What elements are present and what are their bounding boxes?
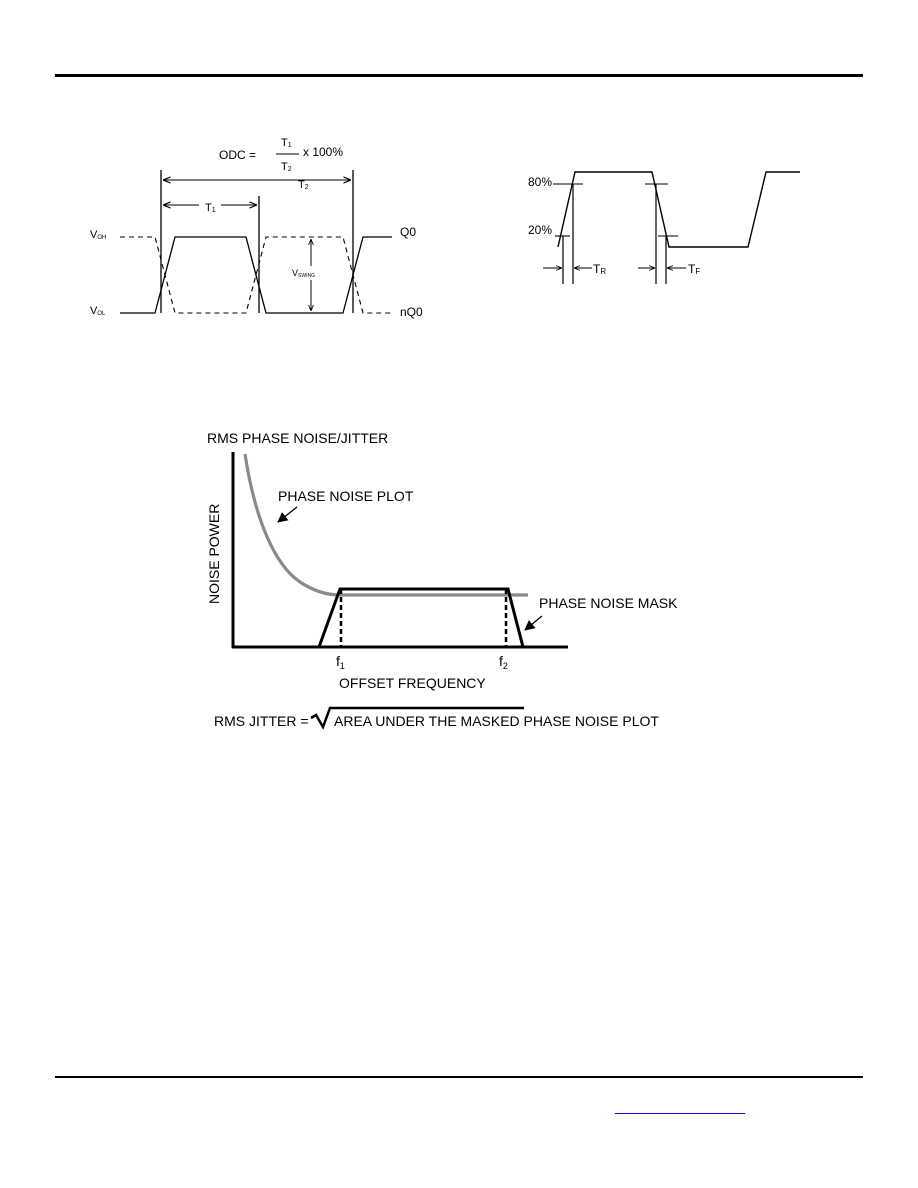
x-axis-label: OFFSET FREQUENCY (339, 675, 486, 691)
phase-noise-mask (319, 589, 523, 647)
t1-label: T1 (205, 202, 216, 214)
tr-label: TR (593, 262, 607, 276)
phase-noise-plot-pointer (278, 507, 297, 522)
pct20-label: 20% (528, 223, 553, 237)
rms-jitter-equation-radicand: AREA UNDER THE MASKED PHASE NOISE PLOT (334, 713, 659, 729)
phase-noise-plot-label: PHASE NOISE PLOT (278, 488, 414, 504)
q0-label: Q0 (400, 225, 417, 239)
nq0-label: nQ0 (400, 305, 423, 319)
f2-label: $f_2$ (499, 653, 508, 671)
t2-label: T2 (298, 179, 309, 191)
footer-rule (55, 1076, 863, 1078)
footer-link[interactable] (615, 1098, 745, 1114)
odc-formula-denominator: T2 (281, 161, 292, 173)
y-axis-label: NOISE POWER (206, 503, 222, 604)
odc-formula-suffix: x 100% (303, 145, 344, 159)
odc-formula-prefix: ODC = (219, 148, 257, 162)
phase-noise-mask-label: PHASE NOISE MASK (539, 595, 678, 611)
pct80-label: 80% (528, 175, 553, 189)
jitter-title: RMS PHASE NOISE/JITTER (207, 430, 389, 446)
vol-label: VOL (90, 305, 106, 317)
voh-label: VOH (90, 229, 107, 241)
rms-jitter-equation-prefix: RMS JITTER = (214, 713, 309, 729)
odc-formula-numerator: T1 (281, 137, 292, 149)
footer-link-underline (615, 1113, 745, 1114)
tf-label: TF (688, 262, 701, 276)
phase-noise-curve (245, 454, 528, 595)
f1-label: $f_1$ (336, 653, 345, 671)
vswing-label: VSWING (292, 268, 315, 279)
phase-noise-mask-pointer (525, 616, 542, 630)
